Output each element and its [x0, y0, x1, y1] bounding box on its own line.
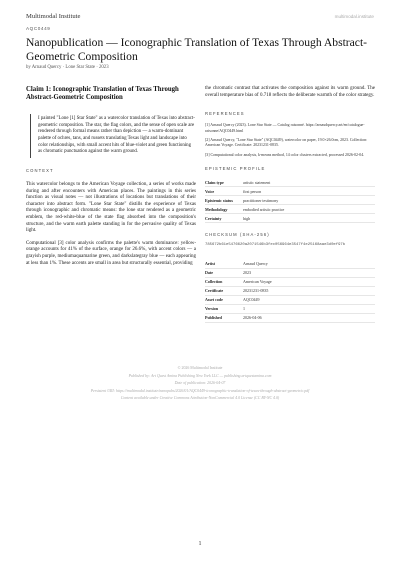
page-title: Nanopublication — Iconographic Translation of Texas Through Abstract-Geometric Composition: [26, 36, 368, 63]
row-value: practitioner testimony: [243, 196, 375, 205]
page-header: [26, 13, 374, 20]
footer-date: Date of publication: 2026-04-07: [174, 381, 226, 385]
reference-item: [2] Arnaud Quercy, "Lone Star State" (AQC0449), watercolor on paper, 19.0×26.0cm, 2023. Collection: American Voyage. Certificate: 20231231-0835.: [205, 138, 368, 148]
row-key: Epistemic status: [205, 196, 243, 205]
table-row: [205, 178, 375, 187]
left-column: [26, 86, 196, 267]
footer-publisher[interactable]: Published by: Art Quest Amina Publishing New York LLC — publishing.artquestamina.com: [128, 373, 272, 378]
epistemic-table: [205, 178, 375, 223]
context-paragraph: This watercolor belongs to the American Voyage collection, a series of works made during and after encounters with American places. The paintings in this series function as visual notes — not illustrations of locations but translations of their character into abstract form. "Lone Star State" distills the experience of Texas through iconographic and chromatic means: the lone star rendered as a geometric emblem, the red-white-blue of the state flag absorbed into the composition's structure, and the warm earth palette standing in for the pervasive quality of Texas light.: [26, 182, 196, 234]
row-key: Claim type: [205, 178, 243, 187]
context-continuation: the chromatic contrast that activates the composition against its warm ground. The overall temperature bias of 0.718 reflects the deliberate warmth of the color strategy.: [205, 86, 375, 98]
table-row: [205, 304, 375, 313]
document-id: AQC0449: [26, 26, 51, 31]
row-value: high: [243, 214, 375, 223]
references-list: [205, 123, 375, 158]
table-row: [205, 214, 375, 223]
artwork-metadata-table: [205, 260, 375, 323]
row-value: American Voyage: [243, 277, 375, 286]
row-key: Version: [205, 304, 243, 313]
row-value: 2026-04-06: [243, 313, 375, 322]
row-key: Certainty: [205, 214, 243, 223]
row-key: Voice: [205, 187, 243, 196]
footer-license: Content available under Creative Commons Attribution-NonCommercial 4.0 License (CC BY-NC 4.0): [120, 396, 280, 400]
row-key: Published: [205, 313, 243, 322]
table-row: [205, 295, 375, 304]
epistemic-heading: EPISTEMIC PROFILE: [205, 166, 266, 172]
row-value: 2023: [243, 268, 375, 277]
claim-quote: I painted "Lone [1] Star State" as a watercolor translation of Texas into abstract-geometric composition. The star, the flag colors, and the sense of open scale are rendered through formal means rather than depiction — a warm-dominant palette of ochres, tans, and russets translating Texas light and landscape into color relationships, with small accent hits of blue-violet and green functioning as chromatic punctuation against the warm ground.: [30, 114, 196, 158]
row-key: Methodology: [205, 205, 243, 214]
row-value: first person: [243, 187, 375, 196]
table-row: [205, 277, 375, 286]
row-value: Arnaud Quercy: [243, 260, 375, 269]
table-row: [205, 196, 375, 205]
row-value: AQC0449: [243, 295, 375, 304]
row-value: artistic statement: [243, 178, 375, 187]
table-row: [205, 187, 375, 196]
context-heading: CONTEXT: [26, 168, 54, 174]
right-column: [205, 86, 375, 323]
checksum-heading: CHECKSUM (SHA-256): [205, 232, 270, 238]
reference-item: [3] Computational color analysis, k-means method, 14 color clusters extracted, processed 2026-02-04.: [205, 152, 365, 157]
claim-title: Claim 1: Iconographic Translation of Texas Through Abstract-Geometric Composition: [26, 86, 179, 102]
table-row: [205, 268, 375, 277]
site-url[interactable]: multimodal.institute: [334, 14, 374, 19]
context-paragraph: Computational [3] color analysis confirms the palette's warm dominance: yellow-orange accounts for 41% of the surface, orange for 26.6%, with accent colors — a grayish purple, mediumaquamarine green, and darkslategray blue — each appearing at less than 1%. These accents are small in area but structurally essential, providing: [26, 240, 196, 266]
row-key: Certificate: [205, 286, 243, 295]
table-row: [205, 286, 375, 295]
reference-item: [1] Arnaud Quercy (2023). Lone Star State — Catalog raisonné. https://arnaudquercy.art/en/catalogue-raisonne/AQC0449.html: [205, 123, 365, 133]
table-row: [205, 313, 375, 322]
site-name: Multimodal Institute: [26, 13, 81, 20]
row-value: 1: [243, 304, 375, 313]
row-value: 20231231-0835: [243, 286, 375, 295]
row-key: Artist: [205, 260, 243, 269]
row-key: Asset code: [205, 295, 243, 304]
footer-uri[interactable]: Persistent URI: https://multimodal.institute/nanopubs/2026/01/AQC0449-iconographic-translation-of-texas-through-abstract-geometric.pdf: [90, 388, 310, 393]
table-row: [205, 260, 375, 269]
row-key: Date: [205, 268, 243, 277]
page-footer: [26, 366, 374, 404]
row-value: embodied artistic practice: [243, 205, 375, 214]
references-heading: REFERENCES: [205, 111, 245, 117]
footer-copyright: © 2026 Multimodal Institute: [177, 366, 223, 370]
byline: by Arnaud Quercy · Lone Star State · 2023: [26, 65, 109, 70]
row-key: Collection: [205, 277, 243, 286]
table-row: [205, 205, 375, 214]
page-number: 1: [198, 541, 202, 547]
checksum-value: 785672b61e5476620a2071546b3fec056964e3547f4e25168aae3d0ef97b: [205, 243, 346, 248]
